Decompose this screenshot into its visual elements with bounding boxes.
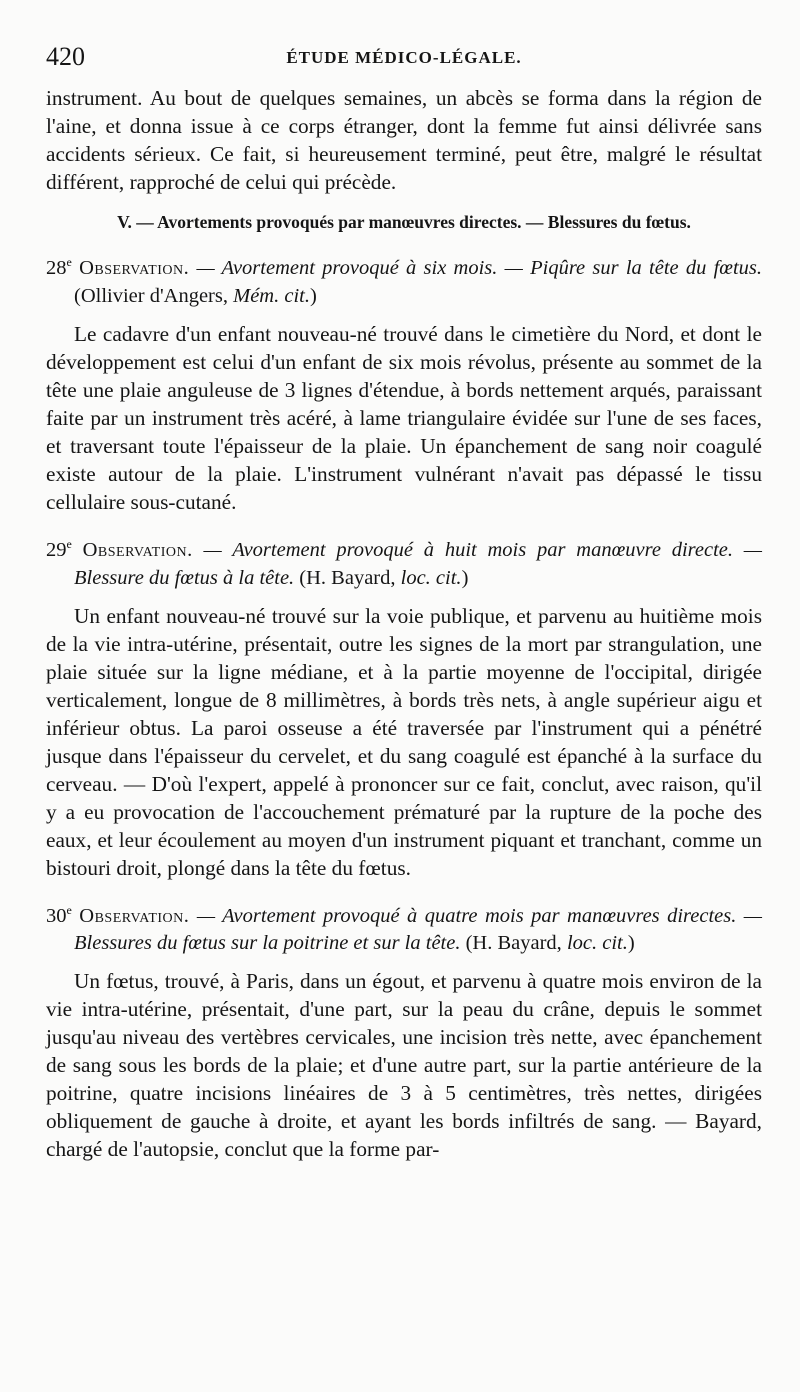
observation-number: 28 — [46, 256, 67, 279]
observation-heading-28 — [46, 248, 762, 310]
observation-label: Observation. — [82, 538, 193, 561]
observation-title: — Avortement provoqué à six mois. — Piqûre sur la tête du fœtus. — [196, 256, 763, 279]
section-numeral: V. — [117, 212, 132, 232]
reference-work: loc. cit. — [566, 932, 628, 955]
page-header — [46, 40, 762, 84]
reference-work: Mém. cit. — [233, 284, 310, 307]
observation-label: Observation. — [79, 904, 190, 927]
reference-author: (Ollivier d'Angers, — [74, 284, 228, 307]
observation-suffix: e — [66, 902, 72, 917]
reference-close: ) — [627, 932, 635, 955]
section-title: — Avortements provoqués par manœuvres directes. — Blessures du fœtus. — [136, 212, 691, 232]
running-head: ÉTUDE MÉDICO-LÉGALE. — [286, 48, 522, 67]
reference-author: (H. Bayard, — [465, 932, 562, 955]
observation-number: 29 — [46, 538, 67, 561]
observation-reference — [466, 932, 635, 954]
reference-close: ) — [309, 284, 317, 307]
observation-body-28: Le cadavre d'un enfant nouveau-né trouvé dans le cimetière du Nord, et dont le développement est celui d'un enfant de six mois révolus, présente au sommet de la tête une plaie anguleuse de 3 lignes d'étendue, à bords nettement arqués, paraissant faite par un instrument très acéré, à lame triangulaire évidée sur l'une de ses faces, et traversant toute l'épaisseur de la plaie. Un épanchement de sang noir coagulé existe autour de la plaie. L'instrument vulnérant n'avait pas dépassé le tissu cellulaire sous-cutané. — [46, 321, 762, 514]
section-heading-v — [46, 210, 762, 234]
observation-body-30: Un fœtus, trouvé, à Paris, dans un égout, et parvenu à quatre mois environ de la vie intra-utérine, présentait, d'une part, sur la peau du crâne, depuis le sommet jusqu'au niveau des vertèbres cervicales, une incision très nette, avec épanchement de sang sous les bords de la plaie; et d'une autre part, sur la partie antérieure de la poitrine, quatre incisions linéaires de 3 à 5 centimètres, très nettes, dirigées obliquement de gauche à droite, et ayant les bords infiltrés de sang. — Bayard, chargé de l'autopsie, conclut que la forme par- — [46, 969, 762, 1162]
observation-label: Observation. — [79, 256, 190, 279]
observation-heading-29 — [46, 530, 762, 592]
observation-reference — [74, 285, 317, 307]
reference-work: loc. cit. — [400, 566, 462, 589]
page-number: 420 — [46, 42, 85, 71]
observation-suffix: e — [66, 536, 72, 551]
observation-body-29: Un enfant nouveau-né trouvé sur la voie publique, et parvenu au huitième mois de la vie intra-utérine, présentait, outre les signes de la mort par strangulation, une plaie située sur la ligne médiane, et à la partie moyenne de l'occipital, dirigée verticalement, longue de 8 millimètres, à bords très nets, à angle supérieur aigu et inférieur obtus. La paroi osseuse a été traversée par l'instrument qui a pénétré jusque dans l'épaisseur du cervelet, et du sang coagulé est épanché à la surface du cerveau. — D'où l'expert, appelé à prononcer sur ce fait, conclut, avec raison, qu'il y a eu provocation de l'accouchement prématuré par la rupture de la poche des eaux, et leur écoulement au moyen d'un instrument piquant et tranchant, comme un bistouri droit, plongé dans la tête du fœtus. — [46, 603, 762, 880]
observation-heading-30 — [46, 896, 762, 958]
reference-close: ) — [461, 566, 469, 589]
observation-title: — Avortement provoqué à quatre mois par manœuvres directes. — Blessures du fœtus sur la poitrine et sur la tête. — [74, 904, 763, 955]
observation-reference — [299, 567, 468, 589]
observation-suffix: e — [66, 255, 72, 269]
intro-paragraph: instrument. Au bout de quelques semaines, un abcès se forma dans la région de l'aine, et donna issue à ce corps étranger, dont la femme fut ainsi délivrée sans accidents sérieux. Ce fait, si heureusement terminé, peut être, malgré le résultat différent, rapproché de celui qui précède. — [46, 86, 762, 194]
observation-title: — Avortement provoqué à huit mois par manœuvre directe. — Blessure du fœtus à la tête. — [74, 538, 763, 589]
reference-author: (H. Bayard, — [299, 566, 396, 589]
observation-number: 30 — [46, 904, 67, 927]
